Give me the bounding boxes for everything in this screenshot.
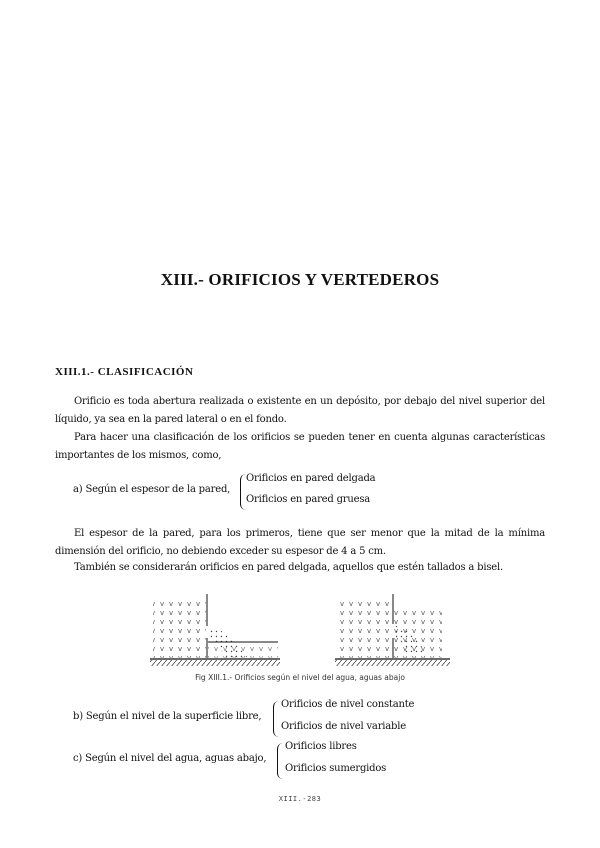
chapter-title: XIII.- ORIFICIOS Y VERTEDEROS: [160, 270, 440, 289]
page-number: XIII.-283: [278, 795, 322, 803]
submerged-orifice-diagram: [335, 594, 450, 666]
free-orifice-diagram: [150, 594, 280, 666]
paragraph-definition: [55, 393, 545, 429]
paragraph-text: También se considerarán orificios en pared delgada, aquellos que estén tallados a bisel.: [74, 562, 503, 573]
ground-hatch: [150, 660, 280, 666]
classification-b-label: b) Según el nivel de la superficie libre,: [73, 711, 262, 722]
classification-b-option-2: Orificios de nivel variable: [281, 721, 406, 732]
classification-c-label: c) Según el nivel del agua, aguas abajo,: [73, 753, 267, 764]
brace-b: [273, 701, 279, 737]
section-heading: XIII.1.- CLASIFICACIÓN: [55, 366, 194, 378]
paragraph-classification-intro: [55, 429, 545, 465]
upstream-water: [340, 598, 392, 658]
paragraph-wall-thickness: [55, 525, 545, 561]
classification-a-option-2: Orificios en pared gruesa: [246, 494, 371, 505]
upstream-water: [153, 598, 206, 658]
figure-caption: Fig XIII.1.- Orificios según el nivel del agua, aguas abajo: [195, 673, 405, 682]
paragraph-text: Orificio es toda abertura realizada o existente en un depósito, por debajo del nivel superior del líquido, ya sea en la pared lateral o en el fondo.: [55, 396, 545, 425]
classification-c-option-1: Orificios libres: [285, 741, 357, 752]
paragraph-text: Para hacer una clasificación de los orificios se pueden tener en cuenta algunas características importantes de los mismos, como,: [55, 432, 545, 461]
downstream-water: [208, 643, 278, 658]
classification-a-label: a) Según el espesor de la pared,: [73, 484, 231, 495]
orifice-figure: [150, 590, 460, 670]
ground-hatch: [335, 660, 450, 666]
classification-c-option-2: Orificios sumergidos: [285, 763, 387, 774]
paragraph-bevel: [55, 559, 545, 577]
brace-c: [277, 743, 283, 779]
paragraph-text: El espesor de la pared, para los primeros, tiene que ser menor que la mitad de la mínima dimensión del orificio, no debiendo exceder su espesor de 4 a 5 cm.: [55, 528, 545, 557]
classification-b-option-1: Orificios de nivel constante: [281, 699, 415, 710]
classification-a-option-1: Orificios en pared delgada: [246, 473, 376, 484]
